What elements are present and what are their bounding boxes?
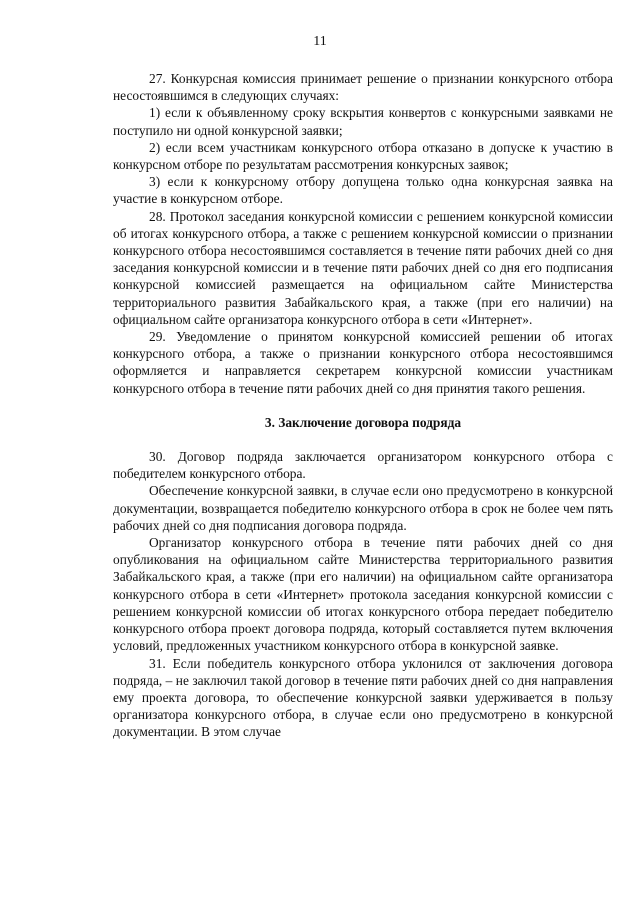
paragraph-29: 29. Уведомление о принятом конкурсной комиссией решении об итогах конкурсного отбора, а также о признании конкурсного отбора несостоявшимся оформляется и направляется секретарем конкурсной комиссии участникам конкурсного отбора в течение пяти рабочих дней со дня принятия такого решения. (113, 329, 613, 396)
paragraph-30-security: Обеспечение конкурсной заявки, в случае если оно предусмотрено в конкурсной документации, возвращается победителю конкурсного отбора в срок не более чем пять рабочих дней со дня подписания договора подряда. (113, 483, 613, 533)
paragraph-27: 27. Конкурсная комиссия принимает решение о признании конкурсного отбора несостоявшимся в следующих случаях: (113, 71, 613, 104)
paragraph-27-item-1: 1) если к объявленному сроку вскрытия конвертов с конкурсными заявками не поступило ни одной конкурсной заявки; (113, 105, 613, 138)
paragraph-30: 30. Договор подряда заключается организатором конкурсного отбора с победителем конкурсного отбора. (113, 449, 613, 482)
section-heading: 3. Заключение договора подряда (264, 414, 462, 430)
document-body (113, 70, 613, 741)
paragraph-28: 28. Протокол заседания конкурсной комиссии с решением конкурсной комиссии об итогах конкурсного отбора, а также с решением конкурсной комиссии о признании конкурсного отбора несостоявшимся составляется в течение пяти рабочих дней со дня заседания конкурсной комиссии и в течение пяти рабочих дней со дня его подписания конкурсной комиссией размещается на официальном сайте Министерства территориального развития Забайкальского края, а также (при его наличии) на официальном сайте организатора конкурсного отбора в сети «Интернет». (113, 208, 613, 327)
paragraph-30-organizer: Организатор конкурсного отбора в течение пяти рабочих дней со дня опубликования на официальном сайте Министерства территориального развития Забайкальского края, а также (при его наличии) на официальном сайте организатора конкурсного отбора в сети «Интернет» протокола заседания конкурсной комиссии с решением конкурсной комиссии об итогах конкурсного отбора передает победителю конкурсного отбора проект договора подряда, который составляется путем включения условий, предложенных участником конкурсного отбора в конкурсной заявке. (113, 535, 613, 654)
paragraph-27-item-3: 3) если к конкурсному отбору допущена только одна конкурсная заявка на участие в конкурсном отборе. (113, 174, 613, 207)
paragraph-27-item-2: 2) если всем участникам конкурсного отбора отказано в допуске к участию в конкурсном отборе по результатам рассмотрения конкурсных заявок; (113, 139, 613, 173)
paragraph-31: 31. Если победитель конкурсного отбора уклонился от заключения договора подряда, – не заключил такой договор в течение пяти рабочих дней со дня направления ему проекта договора, то обеспечение конкурсной заявки удерживается в пользу организатора конкурсного отбора, в случае если оно предусмотрено в конкурсной документации. В этом случае (113, 655, 613, 740)
page-number: 11 (313, 34, 327, 49)
